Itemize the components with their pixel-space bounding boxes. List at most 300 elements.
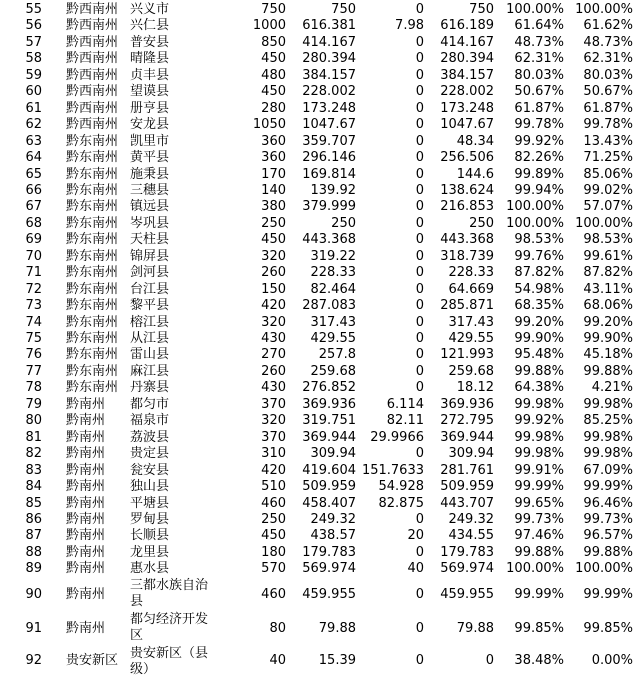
prefecture-cell: 黔东南州 [66,150,119,166]
amount-cell: 0 [415,84,424,100]
percent-cell: 99.78% [583,117,633,133]
prefecture-cell: 黔东南州 [66,182,119,198]
prefecture-cell: 黔东南州 [66,232,119,248]
row-number: 92 [25,652,42,668]
planned-amount-cell: 570 [261,561,286,577]
row-number: 80 [25,413,42,429]
prefecture-cell: 黔南州 [66,413,106,429]
amount-cell: 228.002 [440,84,494,100]
percent-cell: 99.94% [514,182,564,198]
row-number: 73 [25,298,42,314]
prefecture-cell: 黔东南州 [66,215,119,231]
table-row [0,183,644,199]
row-number: 70 [25,248,42,264]
amount-cell: 309.94 [448,446,494,462]
prefecture-cell: 黔东南州 [66,331,119,346]
table-row [0,249,644,265]
amount-cell: 79.88 [456,620,494,636]
table-row [0,84,644,100]
amount-cell: 443.707 [440,495,494,511]
county-cell: 锦屏县 [130,248,170,264]
percent-cell: 99.85% [583,620,633,636]
percent-cell: 99.98% [583,429,633,445]
row-number: 58 [25,51,42,67]
county-cell: 贵定县 [130,446,170,462]
percent-cell: 99.85% [514,620,564,636]
row-number: 72 [25,281,42,297]
planned-amount-cell: 370 [261,429,286,445]
prefecture-cell: 黔东南州 [66,347,119,363]
amount-cell: 0 [415,620,424,636]
amount-cell: 272.795 [440,413,494,429]
table-row [0,512,644,528]
planned-amount-cell: 370 [261,396,286,412]
planned-amount-cell: 1050 [252,117,286,133]
prefecture-cell: 黔东南州 [66,314,119,330]
percent-cell: 100.00% [575,2,633,17]
percent-cell: 99.73% [583,511,633,527]
percent-cell: 50.67% [514,84,564,100]
amount-cell: 369.944 [440,429,494,445]
planned-amount-cell: 260 [261,265,286,281]
table-row [0,612,644,646]
percent-cell: 100.00% [575,215,633,231]
amount-cell: 280.394 [440,51,494,67]
prefecture-cell: 黔南州 [66,396,106,412]
county-cell: 安龙县 [130,117,170,133]
percent-cell: 99.89% [514,166,564,182]
amount-cell: 0 [415,215,424,231]
planned-amount-cell: 450 [261,51,286,67]
county-cell: 凯里市 [130,133,170,149]
percent-cell: 98.53% [514,232,564,248]
row-number: 90 [25,586,42,602]
prefecture-cell: 黔西南州 [66,18,119,34]
table-row [0,545,644,561]
amount-cell: 317.43 [448,314,494,330]
amount-cell: 0 [415,199,424,215]
amount-cell: 228.33 [448,265,494,281]
row-number: 85 [25,495,42,511]
prefecture-cell: 黔东南州 [66,248,119,264]
row-number: 60 [25,84,42,100]
prefecture-cell: 黔东南州 [66,298,119,314]
county-cell: 龙里县 [130,544,170,560]
amount-cell: 0 [415,380,424,396]
amount-cell: 179.783 [302,544,356,560]
percent-cell: 99.90% [583,331,633,346]
planned-amount-cell: 310 [261,446,286,462]
amount-cell: 319.22 [310,248,356,264]
prefecture-cell: 黔西南州 [66,51,119,67]
row-number: 57 [25,34,42,50]
row-number: 82 [25,446,42,462]
amount-cell: 18.12 [456,380,494,396]
amount-cell: 259.68 [310,363,356,379]
amount-cell: 173.248 [302,100,356,116]
planned-amount-cell: 450 [261,232,286,248]
amount-cell: 296.146 [302,150,356,166]
table-row [0,298,644,314]
planned-amount-cell: 420 [261,298,286,314]
table-row [0,380,644,396]
percent-cell: 85.25% [583,413,633,429]
county-cell: 黎平县 [130,298,170,314]
amount-cell: 259.68 [448,363,494,379]
amount-cell: 434.55 [448,528,494,544]
amount-cell: 0 [415,652,424,668]
amount-cell: 384.157 [302,67,356,83]
planned-amount-cell: 460 [261,586,286,602]
row-number: 63 [25,133,42,149]
percent-cell: 98.53% [583,232,633,248]
row-number: 71 [25,265,42,281]
percent-cell: 99.98% [514,446,564,462]
table-row [0,232,644,248]
county-cell: 福泉市 [130,413,170,429]
amount-cell: 15.39 [318,652,356,668]
prefecture-cell: 黔东南州 [66,363,119,379]
amount-cell: 0 [415,331,424,346]
percent-cell: 95.48% [514,347,564,363]
row-number: 81 [25,429,42,445]
prefecture-cell: 黔南州 [66,429,106,445]
amount-cell: 287.083 [302,298,356,314]
percent-cell: 99.88% [583,363,633,379]
amount-cell: 369.944 [302,429,356,445]
row-number: 56 [25,18,42,34]
percent-cell: 99.98% [514,429,564,445]
prefecture-cell: 黔西南州 [66,2,119,17]
amount-cell: 429.55 [310,331,356,346]
prefecture-cell: 黔南州 [66,511,106,527]
prefecture-cell: 黔南州 [66,495,106,511]
table-row [0,150,644,166]
amount-cell: 0 [415,363,424,379]
prefecture-cell: 黔南州 [66,561,106,577]
row-number: 67 [25,199,42,215]
amount-cell: 29.9966 [370,429,424,445]
planned-amount-cell: 140 [261,182,286,198]
row-number: 91 [25,620,42,636]
planned-amount-cell: 150 [261,281,286,297]
amount-cell: 228.33 [310,265,356,281]
percent-cell: 99.78% [514,117,564,133]
amount-cell: 169.814 [302,166,356,182]
row-number: 89 [25,561,42,577]
county-cell: 雷山县 [130,347,170,363]
amount-cell: 138.624 [440,182,494,198]
amount-cell: 0 [415,265,424,281]
amount-cell: 216.853 [440,199,494,215]
row-number: 76 [25,347,42,363]
amount-cell: 250 [469,215,494,231]
percent-cell: 99.92% [514,133,564,149]
percent-cell: 99.99% [583,479,633,495]
percent-cell: 68.06% [583,298,633,314]
county-cell: 天柱县 [130,232,170,248]
amount-cell: 40 [407,561,424,577]
amount-cell: 0 [415,232,424,248]
county-cell: 望谟县 [130,84,170,100]
amount-cell: 569.974 [302,561,356,577]
prefecture-cell: 黔南州 [66,544,106,560]
table-row [0,199,644,215]
table-row [0,315,644,331]
row-number: 84 [25,479,42,495]
prefecture-cell: 黔南州 [66,446,106,462]
county-cell: 罗甸县 [130,511,170,527]
percent-cell: 61.62% [583,18,633,34]
amount-cell: 414.167 [440,34,494,50]
county-cell: 兴义市 [130,2,170,17]
prefecture-cell: 黔东南州 [66,199,119,215]
amount-cell: 0 [415,511,424,527]
percent-cell: 99.88% [514,544,564,560]
percent-cell: 48.73% [583,34,633,50]
amount-cell: 82.875 [378,495,424,511]
amount-cell: 443.368 [302,232,356,248]
amount-cell: 179.783 [440,544,494,560]
prefecture-cell: 黔南州 [66,528,106,544]
county-cell: 瓮安县 [130,462,170,478]
row-number: 78 [25,380,42,396]
table-row [0,397,644,413]
percent-cell: 61.87% [583,100,633,116]
amount-cell: 0 [485,652,494,668]
percent-cell: 82.26% [514,150,564,166]
planned-amount-cell: 480 [261,67,286,83]
percent-cell: 62.31% [583,51,633,67]
amount-cell: 0 [415,100,424,116]
row-number: 59 [25,67,42,83]
table-row [0,101,644,117]
table-row [0,167,644,183]
amount-cell: 0 [415,117,424,133]
row-number: 77 [25,363,42,379]
county-cell: 黄平县 [130,150,170,166]
table-row [0,463,644,479]
amount-cell: 318.739 [440,248,494,264]
amount-cell: 443.368 [440,232,494,248]
percent-cell: 62.31% [514,51,564,67]
planned-amount-cell: 430 [261,380,286,396]
amount-cell: 0 [415,34,424,50]
percent-cell: 96.46% [583,495,633,511]
prefecture-cell: 黔西南州 [66,67,119,83]
planned-amount-cell: 360 [261,150,286,166]
amount-cell: 414.167 [302,34,356,50]
table-row [0,578,644,612]
planned-amount-cell: 850 [261,34,286,50]
amount-cell: 0 [415,586,424,602]
amount-cell: 384.157 [440,67,494,83]
amount-cell: 257.8 [318,347,356,363]
county-cell: 榕江县 [130,314,170,330]
amount-cell: 0 [415,182,424,198]
amount-cell: 0 [415,51,424,67]
county-cell: 兴仁县 [130,18,170,34]
row-number: 66 [25,182,42,198]
amount-cell: 0 [415,2,424,17]
table-row [0,413,644,429]
amount-cell: 616.381 [302,18,356,34]
planned-amount-cell: 250 [261,215,286,231]
amount-cell: 173.248 [440,100,494,116]
amount-cell: 281.761 [440,462,494,478]
percent-cell: 99.61% [583,248,633,264]
planned-amount-cell: 450 [261,84,286,100]
percent-cell: 100.00% [506,561,564,577]
amount-cell: 0 [415,314,424,330]
planned-amount-cell: 320 [261,314,286,330]
planned-amount-cell: 170 [261,166,286,182]
percent-cell: 87.82% [583,265,633,281]
percent-cell: 80.03% [514,67,564,83]
percent-cell: 71.25% [583,150,633,166]
amount-cell: 144.6 [456,166,494,182]
county-cell: 麻江县 [130,363,170,379]
table-row [0,216,644,232]
county-cell: 剑河县 [130,265,170,281]
amount-cell: 569.974 [440,561,494,577]
amount-cell: 250 [331,215,356,231]
amount-cell: 0 [415,150,424,166]
planned-amount-cell: 80 [269,620,286,636]
amount-cell: 616.189 [440,18,494,34]
prefecture-cell: 黔东南州 [66,380,119,396]
amount-cell: 359.707 [302,133,356,149]
amount-cell: 64.669 [448,281,494,297]
table-row [0,35,644,51]
percent-cell: 4.21% [591,380,633,396]
percent-cell: 50.67% [583,84,633,100]
percent-cell: 80.03% [583,67,633,83]
row-number: 74 [25,314,42,330]
amount-cell: 0 [415,166,424,182]
planned-amount-cell: 280 [261,100,286,116]
county-cell: 台江县 [130,281,170,297]
county-cell: 贵安新区（县级） [130,645,209,677]
amount-cell: 369.936 [302,396,356,412]
percent-cell: 99.88% [583,544,633,560]
planned-amount-cell: 420 [261,462,286,478]
planned-amount-cell: 510 [261,479,286,495]
percent-cell: 99.90% [514,331,564,346]
amount-cell: 317.43 [310,314,356,330]
county-cell: 荔波县 [130,429,170,445]
percent-cell: 99.99% [514,479,564,495]
table-row [0,18,644,34]
row-number: 86 [25,511,42,527]
row-number: 75 [25,331,42,346]
planned-amount-cell: 750 [261,2,286,17]
amount-cell: 0 [415,133,424,149]
table-row [0,496,644,512]
prefecture-cell: 黔南州 [66,620,106,636]
amount-cell: 249.32 [448,511,494,527]
county-cell: 三穗县 [130,182,170,198]
amount-cell: 750 [331,2,356,17]
planned-amount-cell: 460 [261,495,286,511]
amount-cell: 0 [415,544,424,560]
percent-cell: 43.11% [583,281,633,297]
row-number: 83 [25,462,42,478]
amount-cell: 458.407 [302,495,356,511]
table-row [0,430,644,446]
amount-cell: 438.57 [310,528,356,544]
amount-cell: 280.394 [302,51,356,67]
percent-cell: 0.00% [591,652,633,668]
amount-cell: 369.936 [440,396,494,412]
planned-amount-cell: 380 [261,199,286,215]
amount-cell: 79.88 [318,620,356,636]
amount-cell: 82.11 [386,413,424,429]
amount-cell: 459.955 [302,586,356,602]
amount-cell: 48.34 [456,133,494,149]
table-row [0,347,644,363]
prefecture-cell: 黔南州 [66,462,106,478]
county-cell: 惠水县 [130,561,170,577]
amount-cell: 319.751 [302,413,356,429]
percent-cell: 61.64% [514,18,564,34]
planned-amount-cell: 430 [261,331,286,346]
amount-cell: 54.928 [378,479,424,495]
amount-cell: 429.55 [448,331,494,346]
table-row [0,528,644,544]
row-number: 87 [25,528,42,544]
row-number: 68 [25,215,42,231]
county-cell: 从江县 [130,331,170,346]
table-row [0,68,644,84]
county-cell: 贞丰县 [130,67,170,83]
table-row [0,446,644,462]
county-cell: 册亨县 [130,100,170,116]
percent-cell: 100.00% [575,561,633,577]
row-number: 62 [25,117,42,133]
amount-cell: 6.114 [386,396,424,412]
table-row [0,51,644,67]
table-row [0,134,644,150]
county-cell: 晴隆县 [130,51,170,67]
prefecture-cell: 黔东南州 [66,133,119,149]
planned-amount-cell: 270 [261,347,286,363]
percent-cell: 100.00% [506,2,564,17]
row-number: 79 [25,396,42,412]
planned-amount-cell: 1000 [252,18,286,34]
prefecture-cell: 黔南州 [66,479,106,495]
table-row [0,265,644,281]
percent-cell: 100.00% [506,215,564,231]
amount-cell: 82.464 [310,281,356,297]
table-row [0,364,644,380]
county-cell: 岑巩县 [130,215,170,231]
county-cell: 长顺县 [130,528,170,544]
planned-amount-cell: 250 [261,511,286,527]
row-number: 69 [25,232,42,248]
table-row [0,282,644,298]
table-row [0,561,644,577]
county-cell: 丹寨县 [130,380,170,396]
amount-cell: 228.002 [302,84,356,100]
percent-cell: 99.20% [583,314,633,330]
percent-cell: 57.07% [583,199,633,215]
row-number: 88 [25,544,42,560]
amount-cell: 0 [415,67,424,83]
percent-cell: 45.18% [583,347,633,363]
amount-cell: 1047.67 [440,117,494,133]
percent-cell: 97.46% [514,528,564,544]
